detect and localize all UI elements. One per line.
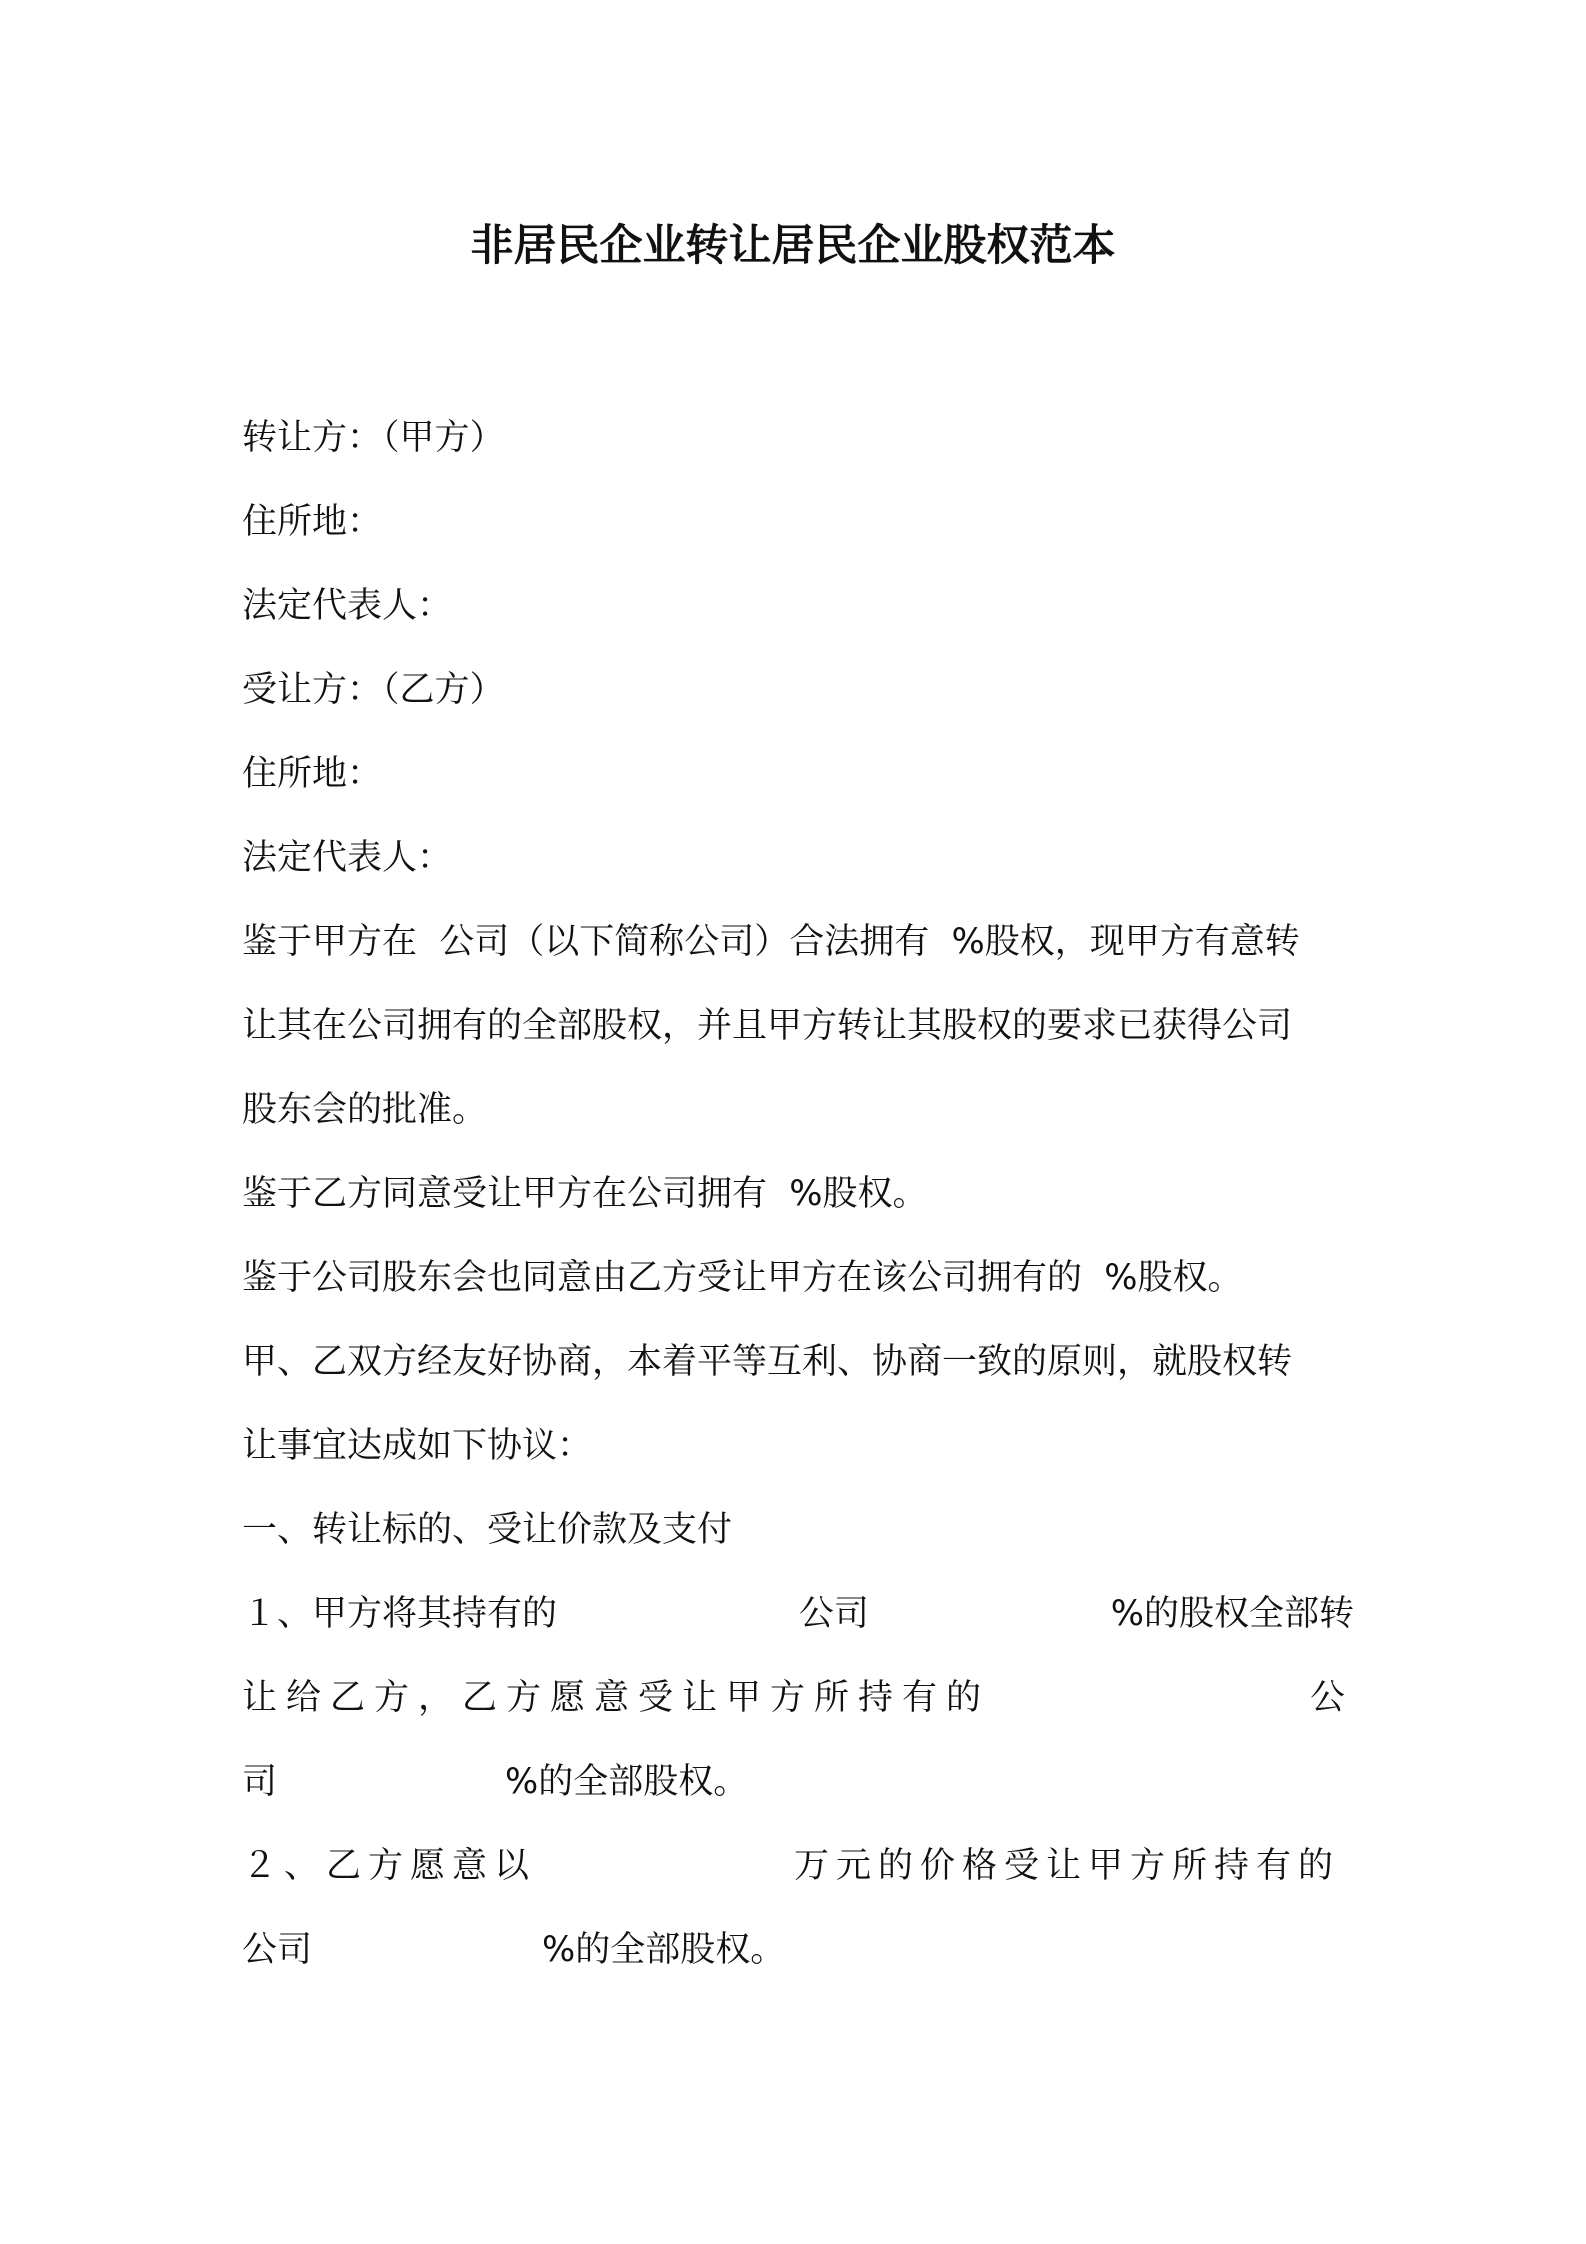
- whereas-2: 鉴于乙方同意受让甲方在公司拥有 %股权。: [242, 1174, 928, 1214]
- whereas-1-line-1: 鉴于甲方在 公司（以下简称公司）合法拥有 %股权，现甲方有意转: [242, 922, 1300, 962]
- whereas-1-line-3: 股东会的批准。: [242, 1090, 488, 1130]
- document-title: 非居民企业转让居民企业股权范本: [470, 221, 1116, 271]
- clause-1-text-c: %的股权全部转: [1110, 1594, 1354, 1634]
- whereas-1-line-2: 让其在公司拥有的全部股权，并且甲方转让其股权的要求已获得公司: [242, 1006, 1293, 1046]
- transferee-label: 受让方：（乙方）: [242, 670, 505, 710]
- clause-2-text-b: 万元的价格受让甲方所持有的: [794, 1846, 1341, 1886]
- whereas-3: 鉴于公司股东会也同意由乙方受让甲方在该公司拥有的 %股权。: [242, 1258, 1243, 1298]
- clause-2-text-a: ２、乙方愿意以: [242, 1846, 537, 1886]
- transferor-label: 转让方：（甲方）: [242, 418, 505, 458]
- clause-2-line-1: [242, 1824, 1354, 1908]
- clause-1-line-3: [242, 1740, 1354, 1824]
- clause-1-line-2: [242, 1656, 1354, 1740]
- clause-1-line-3-text-b: %的全部股权。: [505, 1762, 749, 1802]
- clause-1-line-1: [242, 1572, 1354, 1656]
- section-1-heading: 一、转让标的、受让价款及支付: [242, 1510, 733, 1550]
- clause-2-line-2: [242, 1908, 1354, 1992]
- clause-1-line-2-text-a: 让给乙方，乙方愿意受让甲方所持有的: [242, 1678, 991, 1718]
- document-body: [242, 396, 1354, 1992]
- clause-2-line-2-text-b: %的全部股权。: [542, 1930, 786, 1970]
- agreement-line-2: 让事宜达成如下协议：: [242, 1426, 593, 1466]
- transferor-rep-label: 法定代表人：: [242, 586, 453, 626]
- clause-1-line-3-text-a: 司: [242, 1762, 278, 1802]
- agreement-line-1: 甲、乙双方经友好协商，本着平等互利、协商一致的原则，就股权转: [242, 1342, 1293, 1382]
- transferor-address-label: 住所地：: [242, 502, 383, 542]
- clause-1-text-b: 公司: [798, 1594, 869, 1634]
- transferee-rep-label: 法定代表人：: [242, 838, 453, 878]
- transferee-address-label: 住所地：: [242, 754, 383, 794]
- clause-1-text-a: １、甲方将其持有的: [242, 1594, 558, 1634]
- clause-1-line-2-text-b: 公: [1309, 1678, 1354, 1718]
- clause-2-line-2-text-a: 公司: [242, 1930, 313, 1970]
